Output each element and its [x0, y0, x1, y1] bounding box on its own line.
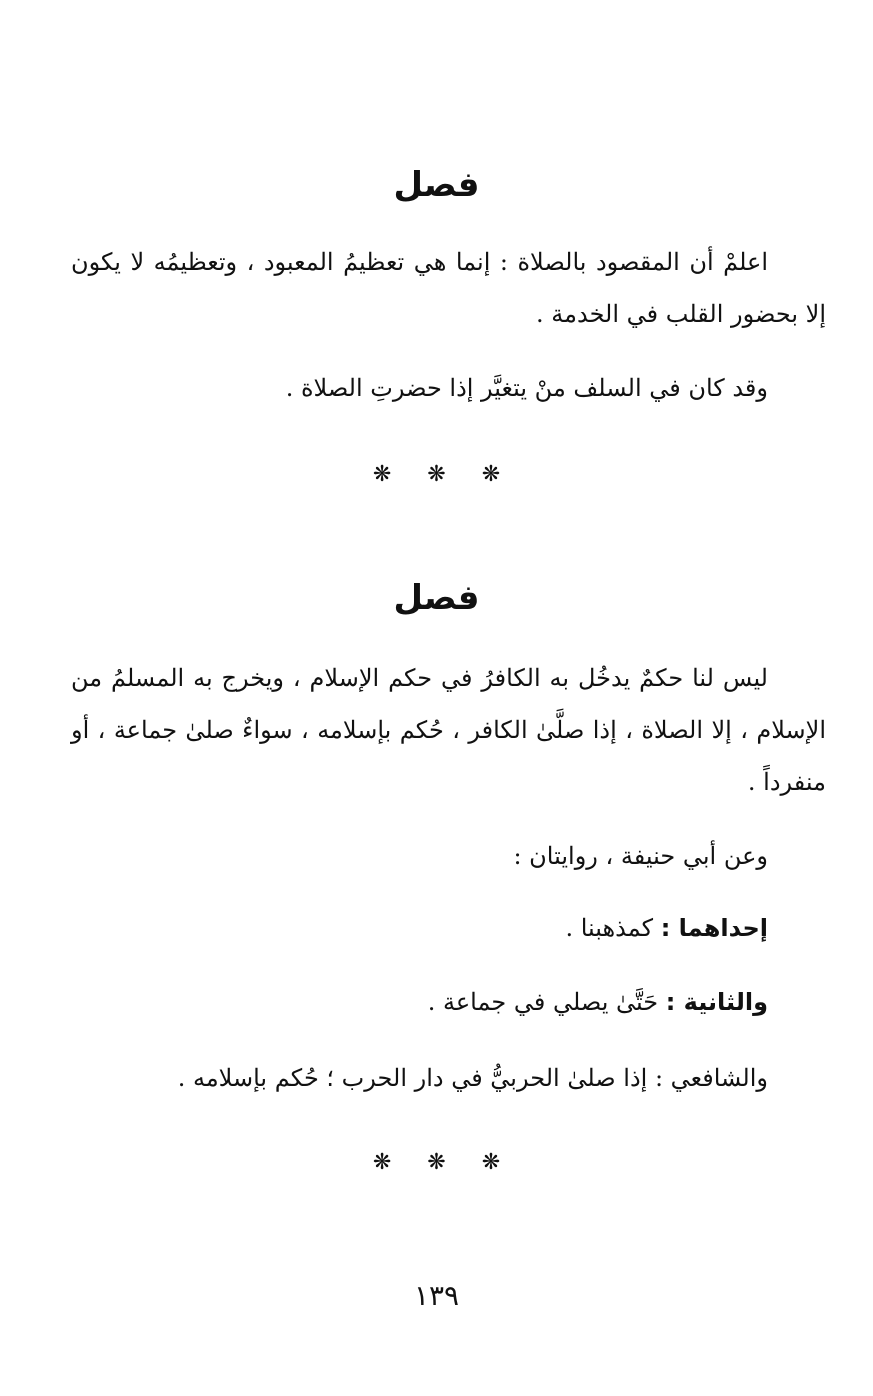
asterism-icon: ❋ — [372, 1150, 392, 1175]
paragraph: وعن أبي حنيفة ، روايتان : — [513, 842, 768, 870]
asterism-icon: ❋ — [481, 1150, 501, 1175]
section-separator — [0, 1148, 873, 1178]
paragraph: اعلمْ أن المقصود بالصلاة : إنما هي تعظيمُ المعبود ، وتعظيمُه لا يكون إلا بحضور القلب في الخدمة . — [71, 248, 826, 328]
section-title: فصل — [393, 578, 480, 618]
item-term: إحداهما : — [660, 914, 768, 942]
section-title: فصل — [393, 165, 480, 205]
paragraph: وقد كان في السلف منْ يتغيَّر إذا حضرتِ الصلاة . — [285, 374, 768, 402]
asterism-icon: ❋ — [427, 462, 446, 487]
item-text: حَتَّىٰ يصلي في جماعة . — [427, 988, 666, 1016]
list-item — [68, 976, 768, 1028]
asterism-icon: ❋ — [481, 462, 501, 487]
list-item — [68, 902, 768, 954]
item-text: كمذهبنا . — [565, 914, 661, 942]
item-term: والثانية : — [665, 988, 768, 1016]
paragraph: ليس لنا حكمٌ يدخُل به الكافرُ في حكم الإسلام ، ويخرج به المسلمُ من الإسلام ، إلا الصلاة ، إذا صلَّىٰ الكافر ، حُكم بإسلامه ، سواءٌ صلىٰ جماعة ، أو منفرداً . — [71, 664, 826, 796]
section-separator — [0, 460, 873, 490]
paragraph: والشافعي : إذا صلىٰ الحربيُّ في دار الحرب ؛ حُكم بإسلامه . — [177, 1064, 768, 1092]
page-number: ١٣٩ — [413, 1279, 460, 1312]
asterism-icon: ❋ — [427, 1150, 446, 1175]
asterism-icon: ❋ — [372, 462, 392, 487]
